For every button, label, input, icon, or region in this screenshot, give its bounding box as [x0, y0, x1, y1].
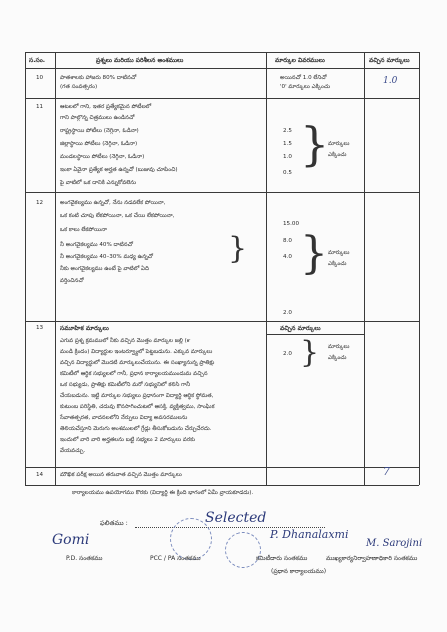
brace-icon: }: [300, 117, 330, 171]
marks-detail: ఎక్కించు: [328, 355, 347, 361]
question-line: కమిటీలో ఆర్థిక సభ్యులలో గానీ, ప్రధాన కార్యాలయముందుమ వచ్చిన: [60, 371, 208, 377]
header-marks-awarded: వచ్చిన మార్కులు: [369, 57, 410, 64]
question-line: మండలస్థాయి పోటీలు (నెగ్గినా, ఓడినా): [60, 154, 145, 160]
marks-value: 2.0: [283, 310, 292, 316]
result-label: ఫలితము :: [100, 519, 128, 527]
table-header-bottom: [25, 68, 419, 69]
marks-detail: '0' మార్కులు ఎక్కించు: [280, 84, 331, 90]
row-divider: [25, 467, 419, 468]
question-line: సేవాతత్పరత, వాదనలలోని నేర్పులు విద్యా అవసరములను: [60, 415, 188, 421]
question-line: నీ అంగవైకల్యము 40% దాటినచో: [60, 242, 133, 248]
brace-icon: }: [300, 228, 328, 279]
marks-detail: ఎక్కించు: [328, 152, 347, 158]
question-line: (గత సంవత్సరం): [60, 84, 98, 90]
footer-note: (ప్రధాన కార్యాలయము): [271, 568, 327, 575]
row-number: 14: [36, 472, 44, 478]
question-line: ఒక కాలు లేకపోయినా: [60, 227, 107, 233]
column-divider: [55, 52, 56, 485]
question-line: నీ అంగవైకల్యము 40–30% మధ్య ఉన్నచో: [60, 254, 154, 260]
marks-value: 0.5: [283, 170, 292, 176]
header-marks-detail: మార్కుల వివరములు: [275, 57, 325, 64]
signature-label: కమిటీదారు సంతకము: [256, 555, 308, 562]
row-divider: [25, 192, 419, 193]
office-use-note: కార్యాలయము ఉపయోగము కొరకు (విద్యార్థి ఈ క్రింది భాగంలో ఏమీ వ్రాయకూడదు).: [72, 490, 254, 496]
marks-detail: అయినచో 1.0 లేనిచో: [280, 75, 327, 81]
signature-label: ముఖ్యకార్యనిర్వాహణాధికారి సంతకము: [326, 555, 418, 562]
row-number: 10: [36, 75, 44, 81]
table-top-border: [25, 52, 419, 53]
marks-value: 1.0: [283, 154, 292, 160]
question-line: వర్తించినచో: [60, 278, 84, 284]
marks-detail: మార్కులు: [328, 344, 350, 350]
row-divider: [25, 321, 419, 322]
awarded-marks: 1.0: [383, 76, 398, 86]
question-line: ఆటలలో గాని, ఇతర ప్రత్యేకమైన పోటీలలో: [60, 104, 152, 110]
column-divider: [364, 52, 365, 485]
question-line: మౌఖిక పరీక్ష అయిన తరువాత వచ్చిన మొత్తం మార్కులు: [60, 472, 182, 478]
row-number: 13: [36, 325, 44, 331]
marks-value: 2.0: [283, 351, 292, 357]
question-line: గాని పాల్గొన్న చిత్రములు ఉండినచో: [60, 115, 135, 121]
marks-value: 2.5: [283, 128, 292, 134]
question-line: తెలియచేస్తూని మెరుగు అంశములలో గ్రేడ్లు తీసుకోబడును చేర్చుచేరదు.: [60, 426, 212, 432]
question-line: అంగవైకల్యము ఉన్నచో, నేను నడవలేక పోయినా,: [60, 200, 166, 206]
question-line: చేయబడును. ఇట్టి మార్కుల సభ్యులు ప్రధానంగా విద్యార్థి ఆర్థిక స్థోమత,: [60, 393, 214, 399]
signature-committee: P. Dhanalaxmi: [270, 528, 349, 541]
question-line: ఇంకా ఏవైనా ప్రత్యేక అర్హత ఉన్నచో (బుజువు చూపించి): [60, 167, 178, 173]
row-number: 12: [36, 200, 44, 206]
question-line: నీకు అంగవైకల్యము ఉంటే పై వాటిలో ఏది: [60, 266, 149, 272]
question-line: వచ్చిన విద్యార్థులో మొదటి మార్కులుచేయును. ఈ సంఖ్యానున్న ప్రాతిక్షు: [60, 360, 215, 366]
brace-icon: }: [300, 335, 320, 370]
brace-icon: }: [228, 231, 248, 266]
question-line: రాష్ట్రస్థాయి పోటీలు (నెగ్గినా, ఓడినా): [60, 128, 139, 134]
header-sno: స.సం.: [29, 57, 46, 64]
question-line: మండి క్రిందం) విద్యార్థుల ఇంటర్వ్యూలో పెట్టబడును. ఎక్కువ మార్కులు: [60, 349, 213, 355]
marks-detail: ఎక్కించు: [328, 261, 347, 267]
question-line: పాతశాలకు హాజరు 80% దాటినచో: [60, 75, 137, 81]
marks-value: 1.5: [283, 141, 292, 147]
question-line: ఒక కంటి చూపు లేకపోయినా, ఒక చేయి లేకపోయినా,: [60, 213, 175, 219]
question-line: కుటుంబ పరిస్థితి, చదువు కొనసాగించుటలో ఆసక్తి, వ్యక్తిత్వము, సాంఘిక: [60, 404, 215, 410]
question-line: పై వాటిలో ఒక దానికి ఎన్నుకోవలెను: [60, 180, 137, 186]
row-title: సమూహిక మార్కులు: [60, 325, 109, 332]
signature-label: PCC / PA సంతకము: [150, 555, 201, 562]
question-line: ఒక సభ్యుడు, ప్రాతిక్షు కమిటీలోని మరో సభ్యునిలో కలిసి గానీ: [60, 382, 191, 388]
question-line: జిల్లాస్థాయి పోటీలు (నెగ్గినా, ఓడినా): [60, 141, 138, 147]
marks-detail: మార్కులు: [328, 141, 350, 147]
signature-pd: Gomi: [52, 532, 90, 548]
signature-chief: M. Sarojini: [366, 538, 423, 549]
table-right-border: [419, 52, 420, 485]
row-divider: [25, 98, 419, 99]
stamp-icon: [170, 518, 212, 560]
question-line: ఎగువ ప్రశ్న క్రమములో నీకు వచ్చిన మొత్తం మార్కుల జల్లి (ౝ: [60, 338, 191, 344]
table-left-border: [25, 52, 26, 485]
total-marks: 7: [383, 465, 390, 478]
table-bottom-border: [25, 485, 419, 486]
signature-label: P.D. సంతకము: [66, 555, 103, 562]
question-line: ఇందులో వారి వారి అర్హతలను బట్టి సభ్యలు 2 మార్కులు వరకు: [60, 437, 196, 443]
row-number: 11: [36, 104, 44, 110]
column-divider: [266, 52, 267, 485]
marks-value: 15.00: [283, 221, 300, 227]
header-question: ప్రశ్నలు మరియు పరిశీలన అంశములు: [96, 57, 184, 64]
question-line: వేయవచ్చు.: [60, 448, 86, 454]
marks-value: 8.0: [283, 238, 292, 244]
marks-detail: మార్కులు: [328, 250, 350, 256]
result-value: Selected: [205, 510, 267, 526]
stamp-icon: [220, 527, 266, 573]
row-title-right: వచ్చిన మార్కులు: [280, 325, 321, 332]
marks-value: 4.0: [283, 254, 292, 260]
